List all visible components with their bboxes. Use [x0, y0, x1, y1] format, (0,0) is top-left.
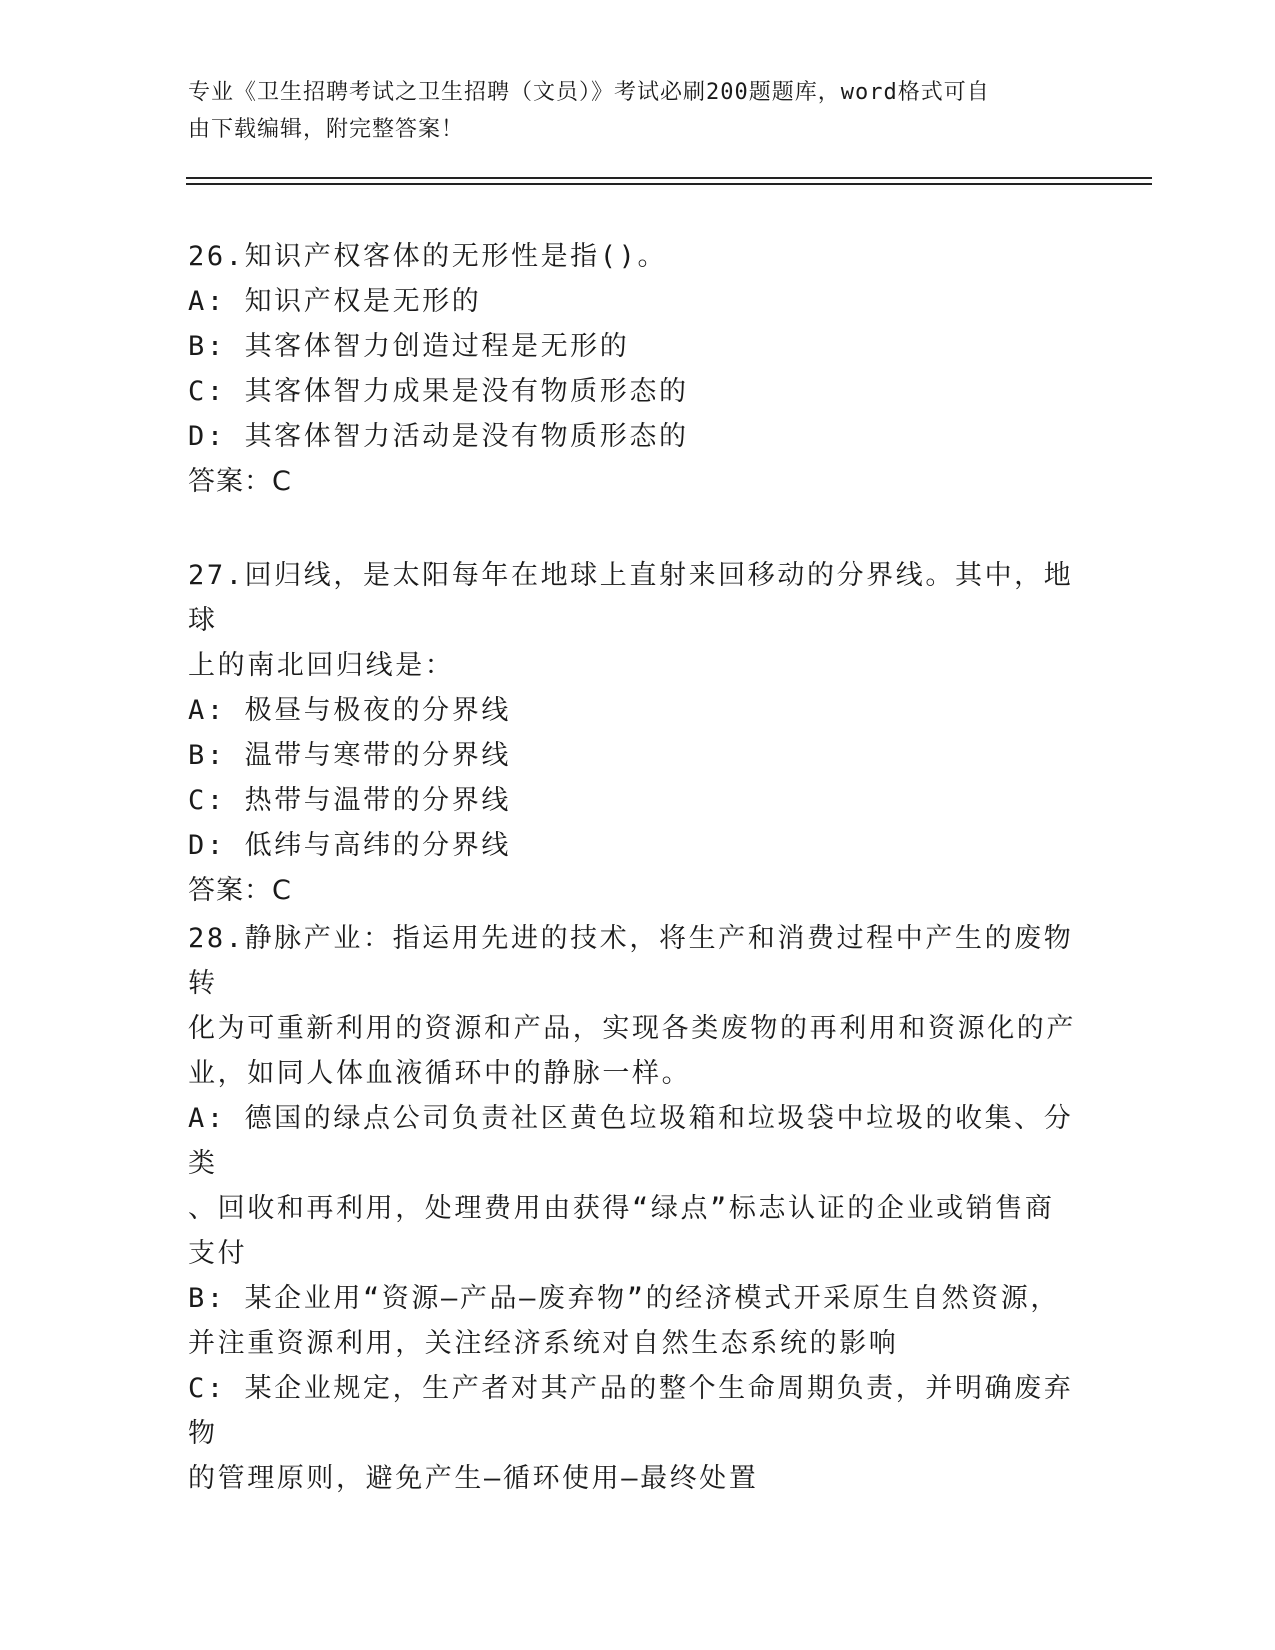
header-divider-top: [186, 177, 1152, 179]
option-c: C: 某企业规定，生产者对其产品的整个生命周期负责，并明确废弃物: [188, 1373, 1074, 1449]
option-c: C: 其客体智力成果是没有物质形态的: [188, 376, 689, 407]
option-b: B: 其客体智力创造过程是无形的: [188, 331, 630, 362]
option-b: B: 温带与寒带的分界线: [188, 740, 511, 771]
question-26: [188, 234, 1078, 504]
option-a: A: 知识产权是无形的: [188, 286, 482, 317]
question-stem: 26.知识产权客体的无形性是指()。: [188, 241, 668, 272]
option-c: 的管理原则，避免产生—循环使用—最终处置: [188, 1463, 759, 1494]
question-27: [188, 553, 1078, 913]
option-a: A: 德国的绿点公司负责社区黄色垃圾箱和垃圾袋中垃圾的收集、分类: [188, 1103, 1074, 1179]
option-a: A: 极昼与极夜的分界线: [188, 695, 511, 726]
question-stem: 化为可重新利用的资源和产品，实现各类废物的再利用和资源化的产: [188, 1013, 1076, 1044]
answer: 答案：C: [188, 466, 292, 497]
answer: 答案：C: [188, 875, 292, 906]
option-b: 并注重资源利用，关注经济系统对自然生态系统的影响: [188, 1328, 899, 1359]
question-stem: 28.静脉产业：指运用先进的技术，将生产和消费过程中产生的废物转: [188, 923, 1074, 999]
question-28: [188, 916, 1078, 1501]
option-d: D: 低纬与高纬的分界线: [188, 830, 511, 861]
option-c: C: 热带与温带的分界线: [188, 785, 511, 816]
option-a: 支付: [188, 1238, 248, 1269]
header-line-2: 由下载编辑，附完整答案！: [188, 117, 465, 142]
document-header: [188, 74, 1068, 148]
option-a: 、回收和再利用，处理费用由获得“绿点”标志认证的企业或销售商: [188, 1193, 1055, 1224]
option-b: B: 某企业用“资源—产品—废弃物”的经济模式开采原生自然资源，: [188, 1283, 1060, 1314]
header-divider-bottom: [186, 183, 1152, 185]
question-stem: 上的南北回归线是：: [188, 650, 455, 681]
option-d: D: 其客体智力活动是没有物质形态的: [188, 421, 689, 452]
question-stem: 业，如同人体血液循环中的静脉一样。: [188, 1058, 692, 1089]
question-stem: 27.回归线，是太阳每年在地球上直射来回移动的分界线。其中，地球: [188, 560, 1074, 636]
header-line-1: 专业《卫生招聘考试之卫生招聘（文员）》考试必刷200题题库，word格式可自: [188, 80, 990, 105]
